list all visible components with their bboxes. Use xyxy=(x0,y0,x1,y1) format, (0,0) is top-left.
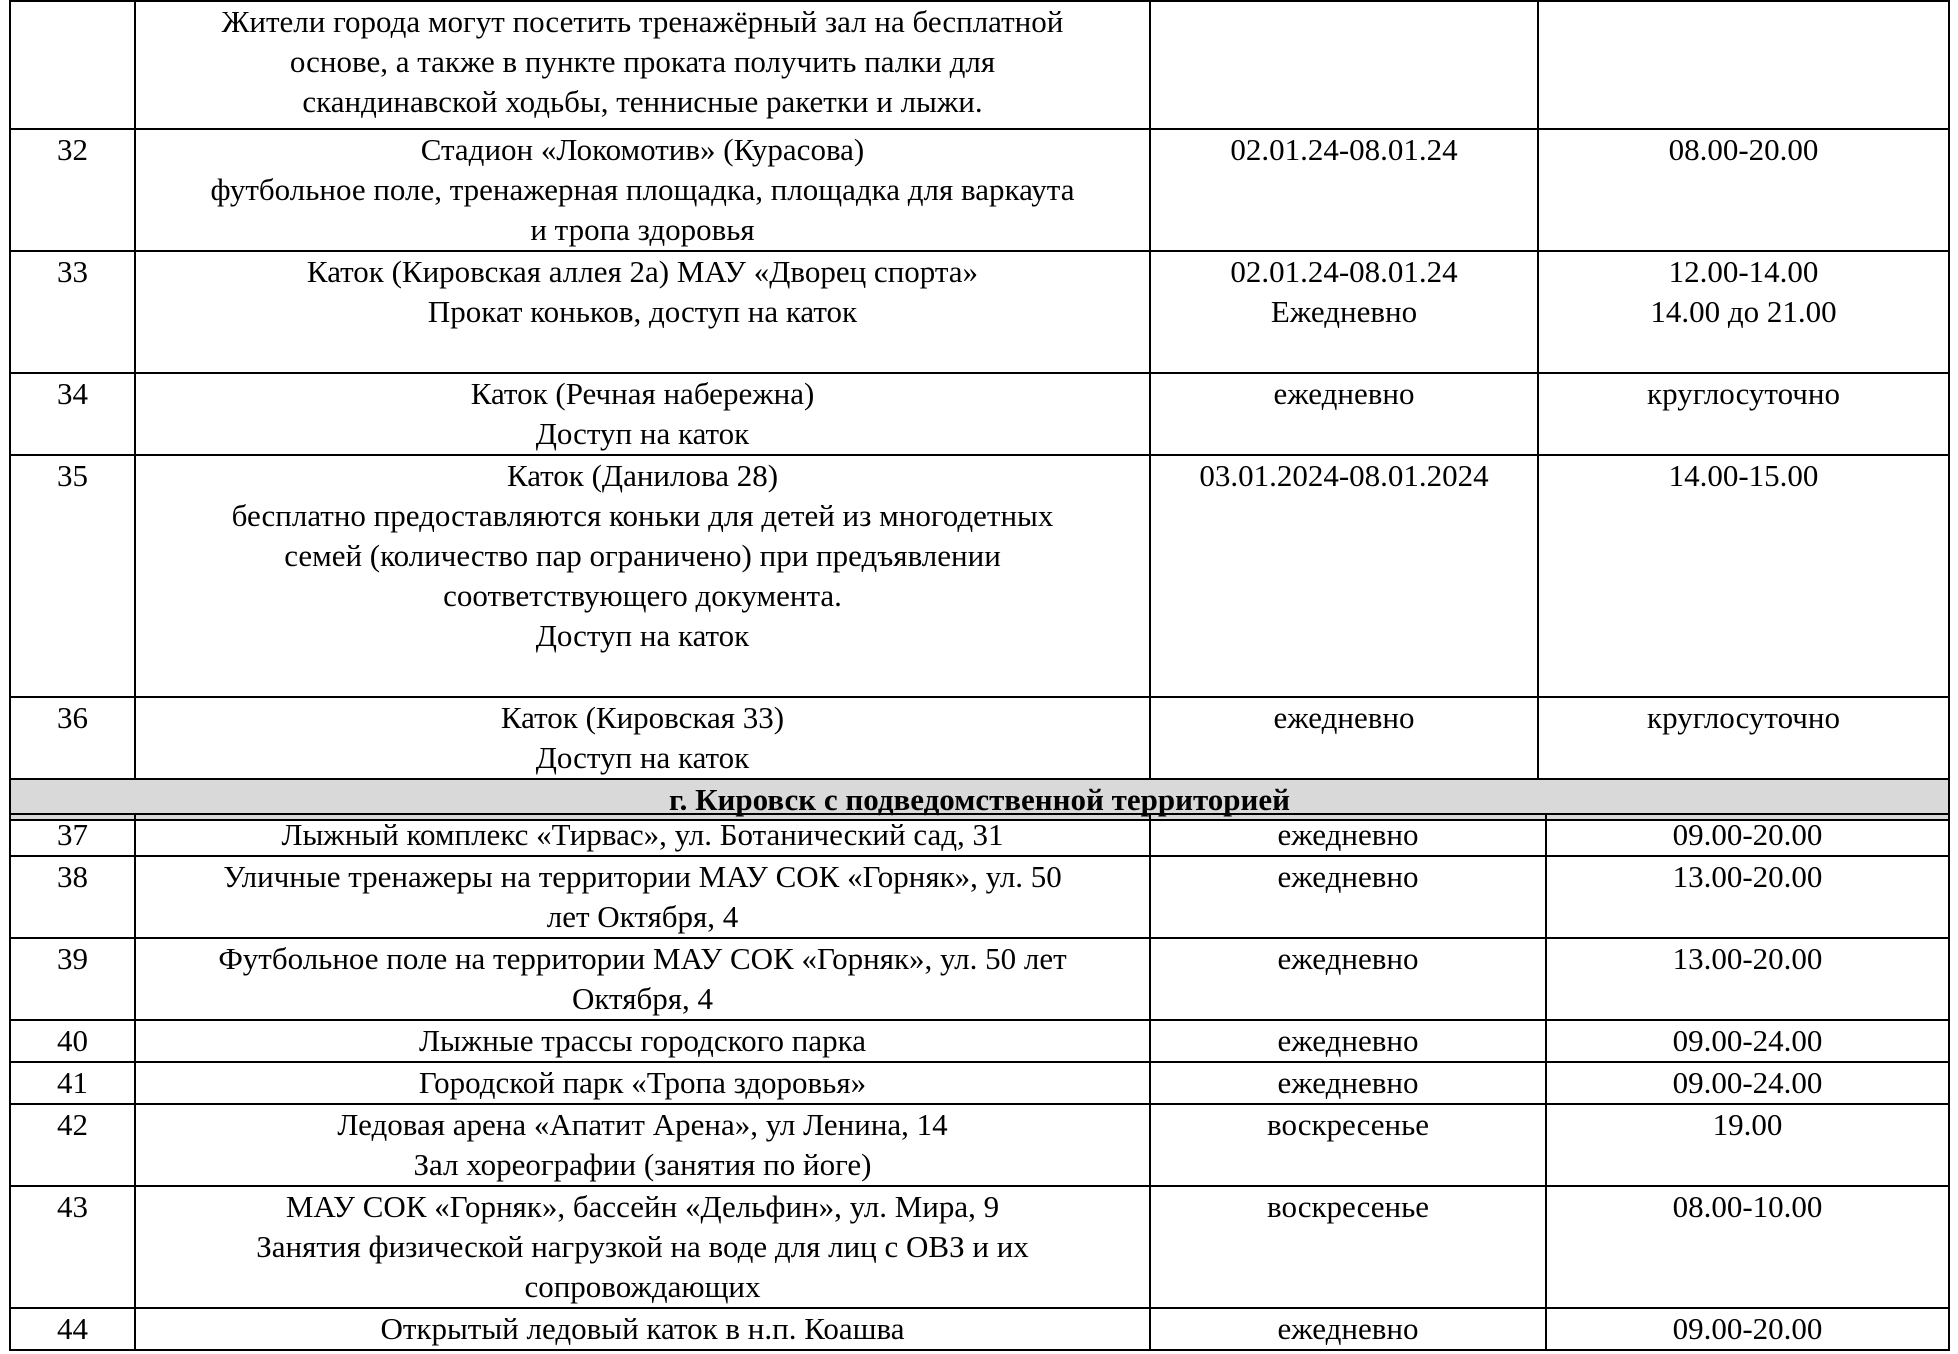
venue-cell-line: Открытый ледовый каток в н.п. Коашва xyxy=(380,1311,905,1346)
time-cell-line: 14.00 до 21.00 xyxy=(1650,294,1837,329)
time-cell-line: круглосуточно xyxy=(1647,700,1840,735)
time-cell xyxy=(1538,373,1949,455)
table-row xyxy=(10,1,1949,129)
row-number: 40 xyxy=(10,1020,135,1062)
venue-cell-line: Доступ на каток xyxy=(535,416,750,451)
venue-cell-line: футбольное поле, тренажерная площадка, площадка для варкаута xyxy=(210,172,1075,207)
row-number: 41 xyxy=(10,1062,135,1104)
date-cell-line: воскресенье xyxy=(1267,1107,1429,1142)
date-cell-line: ежедневно xyxy=(1277,941,1419,976)
row-number: 34 xyxy=(10,373,135,455)
time-cell xyxy=(1546,814,1949,856)
venue-cell-line: МАУ СОК «Горняк», бассейн «Дельфин», ул. Мира, 9 xyxy=(285,1189,1000,1224)
venue-cell-line: Каток (Данилова 28) xyxy=(506,458,779,493)
table-row xyxy=(10,938,1949,1020)
date-cell xyxy=(1150,1,1538,129)
date-cell-line: ежедневно xyxy=(1277,1065,1419,1100)
venue-cell-line: и тропа здоровья xyxy=(530,212,755,247)
time-cell xyxy=(1546,1186,1949,1308)
section-title: г. Кировск с подведомственной территорией xyxy=(10,779,1949,820)
venue-cell xyxy=(135,1062,1150,1104)
venue-cell-line: Прокат коньков, доступ на каток xyxy=(427,294,858,329)
row-number: 36 xyxy=(10,697,135,779)
date-cell-line: 02.01.24-08.01.24 xyxy=(1230,254,1458,289)
venue-cell-line: Доступ на каток xyxy=(535,618,750,653)
venue-cell-line: Каток (Кировская аллея 2а) МАУ «Дворец спорта» xyxy=(306,254,979,289)
time-cell xyxy=(1538,697,1949,779)
venue-cell-line: Городской парк «Тропа здоровья» xyxy=(418,1065,867,1100)
venue-cell-line: Октября, 4 xyxy=(572,981,713,1016)
date-cell-line: ежедневно xyxy=(1277,859,1419,894)
time-cell xyxy=(1546,1104,1949,1186)
table-row xyxy=(10,1104,1949,1186)
venue-cell-line: Ледовая арена «Апатит Арена», ул Ленина, 14 xyxy=(337,1107,948,1142)
schedule-table-bottom xyxy=(9,813,1950,1351)
venue-cell-line: семей (количество пар ограничено) при предъявлении xyxy=(284,538,1001,573)
time-cell-line: 13.00-20.00 xyxy=(1672,859,1823,894)
time-cell-line: 09.00-24.00 xyxy=(1672,1065,1823,1100)
venue-cell-line: Лыжный комплекс «Тирвас», ул. Ботанический сад, 31 xyxy=(281,817,1004,852)
table-row xyxy=(10,1308,1949,1350)
venue-cell-line: Футбольное поле на территории МАУ СОК «Горняк», ул. 50 лет xyxy=(218,941,1067,976)
date-cell-line: 03.01.2024-08.01.2024 xyxy=(1199,458,1489,493)
venue-cell-line: соответствующего документа. xyxy=(443,578,842,613)
date-cell-line: ежедневно xyxy=(1273,376,1415,411)
venue-cell xyxy=(135,455,1150,697)
date-cell-line: ежедневно xyxy=(1277,817,1419,852)
venue-cell xyxy=(135,1308,1150,1350)
row-number: 44 xyxy=(10,1308,135,1350)
table-row xyxy=(10,129,1949,251)
date-cell xyxy=(1150,1308,1546,1350)
time-cell-line: 19.00 xyxy=(1712,1107,1783,1142)
venue-cell xyxy=(135,814,1150,856)
date-cell-line: ежедневно xyxy=(1277,1023,1419,1058)
venue-cell xyxy=(135,1186,1150,1308)
time-cell-line: 08.00-20.00 xyxy=(1668,132,1819,167)
venue-cell-line: основе, а также в пункте проката получить палки для xyxy=(289,44,996,79)
venue-cell xyxy=(135,856,1150,938)
venue-cell xyxy=(135,251,1150,373)
date-cell xyxy=(1150,1186,1546,1308)
date-cell xyxy=(1150,1020,1546,1062)
venue-cell-line: Стадион «Локомотив» (Курасова) xyxy=(420,132,865,167)
time-cell xyxy=(1538,455,1949,697)
row-number: 43 xyxy=(10,1186,135,1308)
table-row xyxy=(10,697,1949,779)
time-cell xyxy=(1546,1308,1949,1350)
time-cell-line: круглосуточно xyxy=(1647,376,1840,411)
venue-cell-line: скандинавской ходьбы, теннисные ракетки и лыжи. xyxy=(302,84,983,119)
row-number: 32 xyxy=(10,129,135,251)
date-cell xyxy=(1150,1104,1546,1186)
venue-cell xyxy=(135,129,1150,251)
row-number xyxy=(10,1,135,129)
date-cell-line: ежедневно xyxy=(1273,700,1415,735)
date-cell xyxy=(1150,251,1538,373)
time-cell xyxy=(1546,1020,1949,1062)
time-cell-line: 14.00-15.00 xyxy=(1668,458,1819,493)
venue-cell xyxy=(135,697,1150,779)
table-row xyxy=(10,1062,1949,1104)
date-cell-line: воскресенье xyxy=(1267,1189,1429,1224)
row-number: 33 xyxy=(10,251,135,373)
time-cell-line: 09.00-20.00 xyxy=(1672,817,1823,852)
time-cell xyxy=(1538,251,1949,373)
venue-cell-line: Доступ на каток xyxy=(535,740,750,775)
row-number: 42 xyxy=(10,1104,135,1186)
venue-cell xyxy=(135,373,1150,455)
time-cell-line: 08.00-10.00 xyxy=(1672,1189,1823,1224)
time-cell xyxy=(1546,1062,1949,1104)
date-cell xyxy=(1150,814,1546,856)
venue-cell-line: Зал хореографии (занятия по йоге) xyxy=(413,1147,872,1182)
time-cell-line: 09.00-20.00 xyxy=(1672,1311,1823,1346)
schedule-table-top xyxy=(9,0,1950,821)
date-cell xyxy=(1150,1062,1546,1104)
venue-cell xyxy=(135,1020,1150,1062)
row-number: 35 xyxy=(10,455,135,697)
date-cell xyxy=(1150,938,1546,1020)
table-row xyxy=(10,814,1949,856)
venue-cell-line: лет Октября, 4 xyxy=(546,899,739,934)
date-cell-line: Ежедневно xyxy=(1270,294,1418,329)
date-cell xyxy=(1150,373,1538,455)
time-cell xyxy=(1546,938,1949,1020)
date-cell xyxy=(1150,455,1538,697)
venue-cell-line: Каток (Речная набережна) xyxy=(470,376,815,411)
venue-cell-line: Уличные тренажеры на территории МАУ СОК «Горняк», ул. 50 xyxy=(223,859,1062,894)
date-cell xyxy=(1150,129,1538,251)
table-row xyxy=(10,373,1949,455)
date-cell xyxy=(1150,697,1538,779)
venue-cell-line: бесплатно предоставляются коньки для детей из многодетных xyxy=(231,498,1054,533)
venue-cell-line: Жители города могут посетить тренажёрный зал на бесплатной xyxy=(221,4,1064,39)
date-cell-line: ежедневно xyxy=(1277,1311,1419,1346)
row-number: 38 xyxy=(10,856,135,938)
venue-cell-line: Занятия физической нагрузкой на воде для лиц с ОВЗ и их xyxy=(256,1229,1029,1264)
time-cell xyxy=(1538,1,1949,129)
venue-cell xyxy=(135,938,1150,1020)
time-cell xyxy=(1546,856,1949,938)
table-row xyxy=(10,251,1949,373)
venue-cell xyxy=(135,1104,1150,1186)
date-cell xyxy=(1150,856,1546,938)
table-row xyxy=(10,1186,1949,1308)
row-number: 39 xyxy=(10,938,135,1020)
table-row xyxy=(10,455,1949,697)
table-row xyxy=(10,856,1949,938)
venue-cell-line: Лыжные трассы городского парка xyxy=(419,1023,866,1058)
time-cell xyxy=(1538,129,1949,251)
table-row xyxy=(10,1020,1949,1062)
date-cell-line: 02.01.24-08.01.24 xyxy=(1230,132,1458,167)
time-cell-line: 12.00-14.00 xyxy=(1668,254,1819,289)
time-cell-line: 13.00-20.00 xyxy=(1672,941,1823,976)
time-cell-line: 09.00-24.00 xyxy=(1672,1023,1823,1058)
venue-cell-line: Каток (Кировская 33) xyxy=(500,700,785,735)
venue-cell-line: сопровождающих xyxy=(524,1269,761,1304)
row-number: 37 xyxy=(10,814,135,856)
venue-cell xyxy=(135,1,1150,129)
